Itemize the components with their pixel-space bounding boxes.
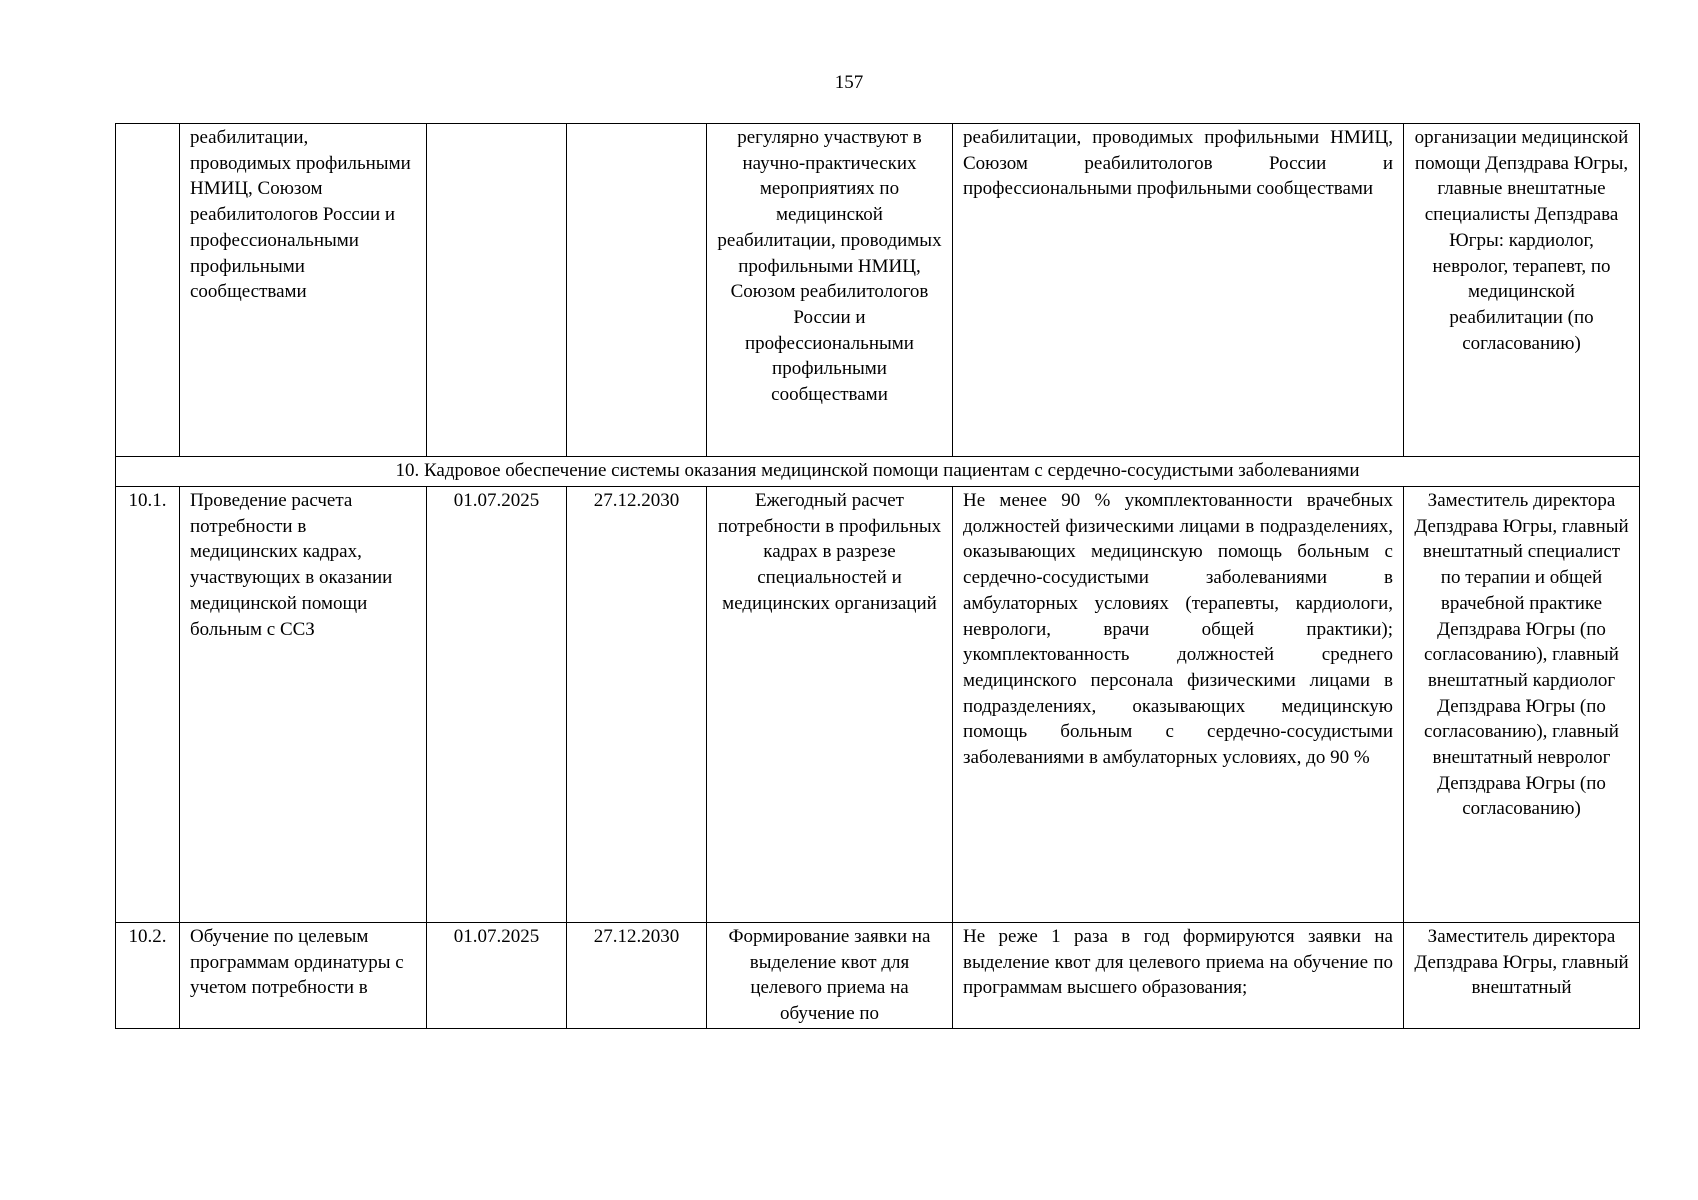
cell-event-name: Обучение по целевым программам ординатуры с учетом потребности в [180,923,427,1029]
cell-number: 10.1. [116,487,180,923]
cell-number [116,124,180,457]
cell-event-name: Проведение расчета потребности в медицинских кадрах, участвующих в оказании медицинской помощи больным с ССЗ [180,487,427,923]
cell-end-date: 27.12.2030 [567,923,707,1029]
cell-responsible: организации медицинской помощи Депздрава Югры, главные внештатные специалисты Депздрава Югры: кардиолог, невролог, терапевт, по медицинской реабилитации (по согласованию) [1404,124,1640,457]
table-row [116,487,1640,923]
page-number: 157 [834,72,864,93]
cell-responsible: Заместитель директора Депздрава Югры, главный внештатный [1404,923,1640,1029]
cell-result: Ежегодный расчет потребности в профильных кадрах в разрезе специальностей и медицинских организаций [707,487,953,923]
cell-end-date [567,124,707,457]
table-row [116,923,1640,1029]
section-title: 10. Кадровое обеспечение системы оказания медицинской помощи пациентам с сердечно-сосудистыми заболеваниями [116,457,1640,487]
cell-responsible: Заместитель директора Депздрава Югры, главный внештатный специалист по терапии и общей врачебной практике Депздрава Югры (по согласованию), главный внештатный кардиолог Депздрава Югры (по согласованию), главный внештатный невролог Депздрава Югры (по согласованию) [1404,487,1640,923]
cell-number: 10.2. [116,923,180,1029]
cell-event-name: реабилитации, проводимых профильными НМИЦ, Союзом реабилитологов России и профессиональными профильными сообществами [180,124,427,457]
cell-end-date: 27.12.2030 [567,487,707,923]
cell-start-date: 01.07.2025 [427,923,567,1029]
plan-table [115,123,1640,1029]
cell-result: регулярно участвуют в научно-практических мероприятиях по медицинской реабилитации, проводимых профильными НМИЦ, Союзом реабилитологов России и профессиональными профильными сообществами [707,124,953,457]
cell-indicator: реабилитации, проводимых профильными НМИЦ, Союзом реабилитологов России и профессиональными профильными сообществами [953,124,1404,457]
table-row-continuation [116,124,1640,457]
cell-start-date: 01.07.2025 [427,487,567,923]
cell-start-date [427,124,567,457]
cell-indicator: Не реже 1 раза в год формируются заявки на выделение квот для целевого приема на обучение по программам высшего образования; [953,923,1404,1029]
cell-result: Формирование заявки на выделение квот для целевого приема на обучение по [707,923,953,1029]
cell-indicator: Не менее 90 % укомплектованности врачебных должностей физическими лицами в подразделениях, оказывающих медицинскую помощь больным с сердечно-сосудистыми заболеваниями в амбулаторных условиях (терапевты, кардиологи, неврологи, врачи общей практики); укомплектованность должностей среднего медицинского персонала физическими лицами в подразделениях, оказывающих медицинскую помощь больным с сердечно-сосудистыми заболеваниями в амбулаторных условиях, до 90 % [953,487,1404,923]
section-row [116,457,1640,487]
